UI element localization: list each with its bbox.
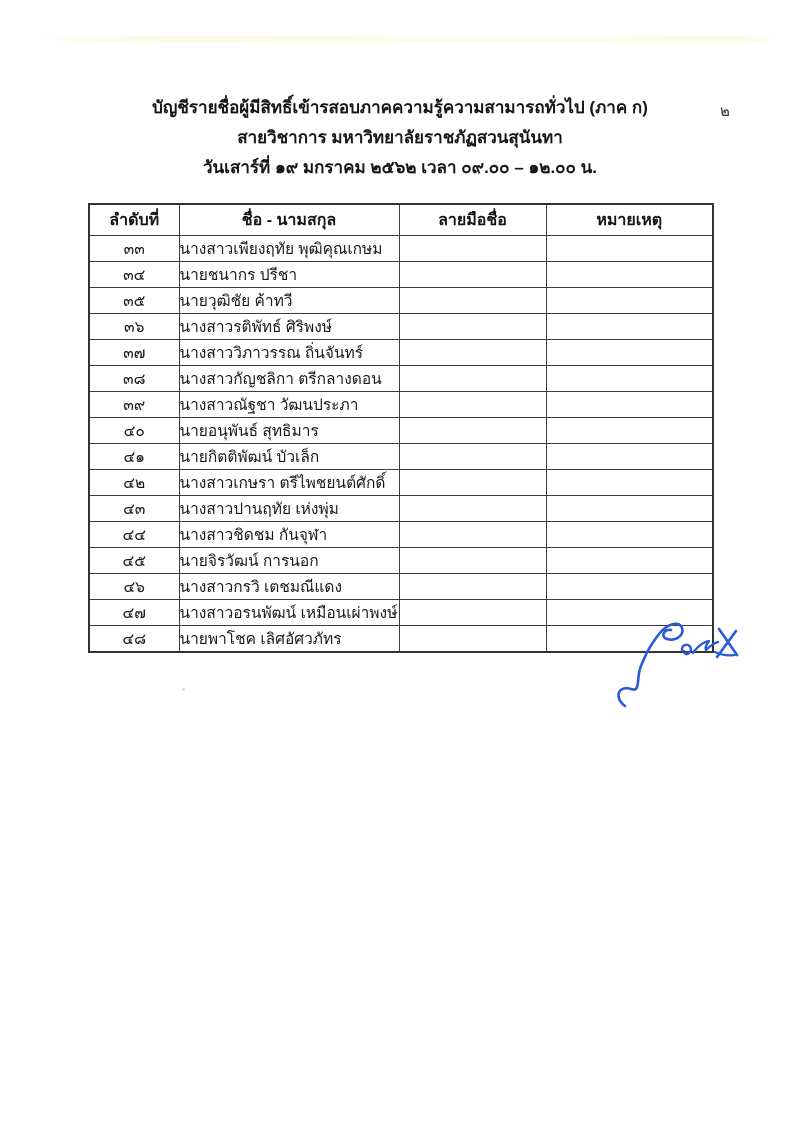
cell-signature <box>399 288 546 314</box>
table-row <box>89 366 713 392</box>
cell-order-number: ๔๓ <box>89 496 179 522</box>
roster-table-header <box>89 204 713 236</box>
cell-name: นายชนากร ปรีชา <box>179 262 399 288</box>
table-row <box>89 574 713 600</box>
cell-signature <box>399 418 546 444</box>
cell-signature <box>399 392 546 418</box>
roster-table-body <box>89 236 713 653</box>
cell-order-number: ๓๗ <box>89 340 179 366</box>
cell-order-number: ๔๕ <box>89 548 179 574</box>
cell-signature <box>399 262 546 288</box>
table-row <box>89 314 713 340</box>
table-row <box>89 288 713 314</box>
cell-name: นางสาวปานฤทัย เห่งพุ่ม <box>179 496 399 522</box>
cell-order-number: ๓๓ <box>89 236 179 262</box>
column-header-signature: ลายมือชื่อ <box>399 204 546 236</box>
table-row <box>89 236 713 262</box>
cell-order-number: ๓๔ <box>89 262 179 288</box>
cell-name: นายวุฒิชัย ค้าทวี <box>179 288 399 314</box>
cell-note <box>546 340 713 366</box>
cell-order-number: ๔๒ <box>89 470 179 496</box>
table-row <box>89 522 713 548</box>
cell-note <box>546 574 713 600</box>
cell-name: นายอนุพันธ์ สุทธิมาร <box>179 418 399 444</box>
cell-signature <box>399 314 546 340</box>
cell-signature <box>399 600 546 626</box>
scan-artifact-speck <box>182 688 185 691</box>
cell-order-number: ๓๕ <box>89 288 179 314</box>
cell-order-number: ๔๔ <box>89 522 179 548</box>
cell-name: นางสาวณัฐชา วัฒนประภา <box>179 392 399 418</box>
cell-note <box>546 288 713 314</box>
cell-name: นางสาวกัญชลิกา ตรีกลางดอน <box>179 366 399 392</box>
cell-name: นางสาววิภาวรรณ ถิ่นจันทร์ <box>179 340 399 366</box>
cell-note <box>546 470 713 496</box>
cell-signature <box>399 522 546 548</box>
column-header-order: ลำดับที่ <box>89 204 179 236</box>
cell-note <box>546 366 713 392</box>
cell-name: นางสาวอรนพัฒน์ เหมือนเผ่าพงษ์ <box>179 600 399 626</box>
cell-signature <box>399 496 546 522</box>
cell-note <box>546 418 713 444</box>
handwritten-signature-ink <box>603 603 753 718</box>
table-row <box>89 418 713 444</box>
table-row <box>89 496 713 522</box>
cell-note <box>546 262 713 288</box>
cell-order-number: ๓๘ <box>89 366 179 392</box>
cell-note <box>546 444 713 470</box>
cell-signature <box>399 548 546 574</box>
cell-signature <box>399 470 546 496</box>
cell-name: นางสาวรติพัทธ์ ศิริพงษ์ <box>179 314 399 340</box>
cell-order-number: ๔๖ <box>89 574 179 600</box>
cell-note <box>546 548 713 574</box>
cell-note <box>546 392 713 418</box>
table-row <box>89 444 713 470</box>
cell-signature <box>399 626 546 653</box>
cell-note <box>546 522 713 548</box>
cell-note <box>546 236 713 262</box>
column-header-note: หมายเหตุ <box>546 204 713 236</box>
cell-name: นายพาโชค เลิศอัศวภัทร <box>179 626 399 653</box>
scan-artifact-streak <box>25 36 780 42</box>
cell-name: นายกิตติพัฒน์ บัวเล็ก <box>179 444 399 470</box>
cell-signature <box>399 366 546 392</box>
table-row <box>89 548 713 574</box>
title-line-3: วันเสาร์ที่ ๑๙ มกราคม ๒๕๖๒ เวลา ๐๙.๐๐ – ๑๒.๐๐ น. <box>203 158 597 177</box>
cell-order-number: ๓๙ <box>89 392 179 418</box>
table-row <box>89 340 713 366</box>
cell-name: นางสาวเกษรา ตรีไพชยนต์ศักดิ์ <box>179 470 399 496</box>
table-row <box>89 262 713 288</box>
cell-signature <box>399 444 546 470</box>
cell-name: นางสาวชิดชม กันจุฬา <box>179 522 399 548</box>
cell-order-number: ๔๘ <box>89 626 179 653</box>
title-line-2: สายวิชาการ มหาวิทยาลัยราชภัฏสวนสุนันทา <box>237 128 563 147</box>
table-row <box>89 392 713 418</box>
cell-signature <box>399 236 546 262</box>
title-line-1: บัญชีรายชื่อผู้มีสิทธิ์เข้ารสอบภาคความรู้ความสามารถทั่วไป (ภาค ก) <box>152 98 648 117</box>
cell-name: นายจิรวัฒน์ การนอก <box>179 548 399 574</box>
page-number: ๒ <box>720 103 730 120</box>
roster-table <box>88 203 714 653</box>
cell-order-number: ๓๖ <box>89 314 179 340</box>
cell-note <box>546 496 713 522</box>
document-title <box>0 93 800 183</box>
cell-note <box>546 314 713 340</box>
cell-name: นางสาวกรวิ เตชมณีแดง <box>179 574 399 600</box>
cell-order-number: ๔๗ <box>89 600 179 626</box>
column-header-name: ชื่อ - นามสกุล <box>179 204 399 236</box>
cell-order-number: ๔๐ <box>89 418 179 444</box>
cell-name: นางสาวเพียงฤทัย พุฒิคุณเกษม <box>179 236 399 262</box>
cell-order-number: ๔๑ <box>89 444 179 470</box>
table-row <box>89 470 713 496</box>
cell-signature <box>399 340 546 366</box>
cell-signature <box>399 574 546 600</box>
header-row <box>89 204 713 236</box>
